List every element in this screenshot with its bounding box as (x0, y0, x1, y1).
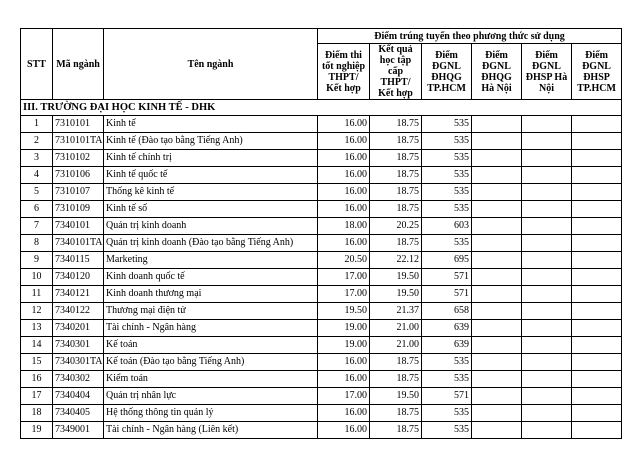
cell-dhsp-hanoi (522, 286, 572, 303)
cell-dgnl-hanoi (472, 167, 522, 184)
cell-dgnl-hcm: 571 (422, 286, 472, 303)
cell-thpt-score: 18.00 (318, 218, 370, 235)
cell-transcript-score: 19.50 (370, 286, 422, 303)
cell-dgnl-hanoi (472, 286, 522, 303)
cell-transcript-score: 21.00 (370, 320, 422, 337)
cell-dhsp-hanoi (522, 218, 572, 235)
header-dhsp-hcm (572, 44, 622, 100)
cell-stt: 10 (21, 269, 53, 286)
cell-dhsp-hanoi (522, 184, 572, 201)
cell-thpt-score: 16.00 (318, 116, 370, 133)
cell-dgnl-hanoi (472, 133, 522, 150)
table-row (21, 167, 622, 184)
cell-dgnl-hcm: 571 (422, 269, 472, 286)
cell-dgnl-hcm: 535 (422, 167, 472, 184)
table-row (21, 150, 622, 167)
cell-dhsp-hanoi (522, 252, 572, 269)
cell-major-name: Kiểm toán (104, 371, 318, 388)
cell-dgnl-hanoi (472, 337, 522, 354)
table-row (21, 286, 622, 303)
header-dhsp-hcm-prefix: Điểm (585, 49, 608, 61)
cell-transcript-score: 21.00 (370, 337, 422, 354)
cell-stt: 2 (21, 133, 53, 150)
cell-dhsp-hcm (572, 405, 622, 422)
cell-dgnl-hcm: 535 (422, 116, 472, 133)
cell-major-code: 7310102 (53, 150, 104, 167)
cell-dgnl-hanoi (472, 150, 522, 167)
cell-dgnl-hanoi (472, 235, 522, 252)
cell-major-code: 7340115 (53, 252, 104, 269)
cell-dhsp-hanoi (522, 235, 572, 252)
cell-dgnl-hanoi (472, 303, 522, 320)
cell-major-code: 7340121 (53, 286, 104, 303)
cell-dhsp-hcm (572, 320, 622, 337)
cell-major-code: 7340122 (53, 303, 104, 320)
header-dgnl-hcm (422, 44, 472, 100)
cell-stt: 14 (21, 337, 53, 354)
cell-major-code: 7340101 (53, 218, 104, 235)
table-row (21, 303, 622, 320)
header-stt: STT (21, 29, 53, 100)
cell-transcript-score: 21.37 (370, 303, 422, 320)
cell-thpt-score: 19.50 (318, 303, 370, 320)
cell-major-code: 7340301TA (53, 354, 104, 371)
cell-thpt-score: 17.00 (318, 388, 370, 405)
cell-transcript-score: 19.50 (370, 269, 422, 286)
cell-dgnl-hanoi (472, 184, 522, 201)
cell-dhsp-hcm (572, 388, 622, 405)
cell-stt: 17 (21, 388, 53, 405)
cell-major-code: 7340101TA (53, 235, 104, 252)
cell-dgnl-hanoi (472, 116, 522, 133)
header-transcript-score: Kết quả học tập cấp THPT/ Kết hợp (370, 44, 422, 100)
cell-transcript-score: 18.75 (370, 133, 422, 150)
cell-major-name: Kinh tế (Đào tạo bằng Tiếng Anh) (104, 133, 318, 150)
cell-major-name: Quản trị kinh doanh (Đào tạo bằng Tiếng Anh) (104, 235, 318, 252)
cell-dhsp-hanoi (522, 422, 572, 439)
cell-dgnl-hanoi (472, 371, 522, 388)
cell-dgnl-hcm: 639 (422, 320, 472, 337)
cell-dhsp-hcm (572, 150, 622, 167)
cell-dhsp-hcm (572, 371, 622, 388)
cell-dgnl-hcm: 658 (422, 303, 472, 320)
cell-major-name: Quản trị kinh doanh (104, 218, 318, 235)
header-major-name: Tên ngành (104, 29, 318, 100)
cell-transcript-score: 18.75 (370, 354, 422, 371)
cell-dgnl-hanoi (472, 320, 522, 337)
cell-dgnl-hcm: 535 (422, 184, 472, 201)
cell-major-name: Tài chính - Ngân hàng (Liên kết) (104, 422, 318, 439)
header-dhsp-hcm-label: ĐGNL ĐHSP TP.HCM (577, 60, 616, 94)
cell-thpt-score: 16.00 (318, 235, 370, 252)
cell-dgnl-hcm: 535 (422, 201, 472, 218)
admission-scores-table (20, 28, 622, 439)
cell-stt: 15 (21, 354, 53, 371)
header-dgnl-hcm-prefix: Điểm (435, 49, 458, 61)
cell-dhsp-hcm (572, 184, 622, 201)
cell-stt: 13 (21, 320, 53, 337)
cell-major-name: Kế toán (Đào tạo bằng Tiếng Anh) (104, 354, 318, 371)
cell-dhsp-hcm (572, 201, 622, 218)
cell-dgnl-hanoi (472, 252, 522, 269)
cell-stt: 16 (21, 371, 53, 388)
cell-dhsp-hanoi (522, 133, 572, 150)
cell-transcript-score: 18.75 (370, 405, 422, 422)
cell-dhsp-hcm (572, 286, 622, 303)
cell-major-name: Kinh tế số (104, 201, 318, 218)
table-row (21, 320, 622, 337)
cell-transcript-score: 22.12 (370, 252, 422, 269)
cell-thpt-score: 17.00 (318, 286, 370, 303)
cell-major-code: 7310101TA (53, 133, 104, 150)
cell-major-code: 7340120 (53, 269, 104, 286)
cell-stt: 6 (21, 201, 53, 218)
cell-dhsp-hcm (572, 337, 622, 354)
cell-dhsp-hanoi (522, 354, 572, 371)
table-row (21, 371, 622, 388)
cell-stt: 9 (21, 252, 53, 269)
table-row (21, 405, 622, 422)
cell-stt: 5 (21, 184, 53, 201)
cell-major-code: 7340201 (53, 320, 104, 337)
cell-stt: 12 (21, 303, 53, 320)
cell-thpt-score: 16.00 (318, 354, 370, 371)
cell-dgnl-hcm: 535 (422, 405, 472, 422)
cell-dgnl-hcm: 535 (422, 235, 472, 252)
cell-dhsp-hcm (572, 218, 622, 235)
cell-major-code: 7340301 (53, 337, 104, 354)
table-row (21, 133, 622, 150)
cell-transcript-score: 18.75 (370, 167, 422, 184)
cell-transcript-score: 19.50 (370, 388, 422, 405)
cell-thpt-score: 17.00 (318, 269, 370, 286)
cell-major-name: Marketing (104, 252, 318, 269)
cell-major-code: 7340404 (53, 388, 104, 405)
cell-thpt-score: 16.00 (318, 405, 370, 422)
cell-dgnl-hanoi (472, 422, 522, 439)
cell-thpt-score: 16.00 (318, 371, 370, 388)
cell-transcript-score: 18.75 (370, 201, 422, 218)
table-row (21, 354, 622, 371)
header-dgnl-hanoi-label: ĐGNL ĐHQG Hà Nội (481, 60, 512, 94)
table-row (21, 218, 622, 235)
cell-major-name: Kế toán (104, 337, 318, 354)
cell-dhsp-hanoi (522, 337, 572, 354)
cell-stt: 4 (21, 167, 53, 184)
cell-dhsp-hcm (572, 252, 622, 269)
cell-dgnl-hcm: 535 (422, 133, 472, 150)
cell-stt: 3 (21, 150, 53, 167)
header-dhsp-hanoi (522, 44, 572, 100)
header-score-methods: Điểm trúng tuyển theo phương thức sử dụng (318, 29, 622, 44)
admission-scores-document (20, 28, 621, 439)
cell-major-name: Kinh doanh quốc tế (104, 269, 318, 286)
cell-transcript-score: 20.25 (370, 218, 422, 235)
section-title: III. TRƯỜNG ĐẠI HỌC KINH TẾ - DHK (21, 100, 622, 116)
cell-major-code: 7349001 (53, 422, 104, 439)
cell-major-code: 7310109 (53, 201, 104, 218)
cell-dgnl-hcm: 535 (422, 150, 472, 167)
cell-stt: 18 (21, 405, 53, 422)
cell-transcript-score: 18.75 (370, 184, 422, 201)
cell-major-code: 7340405 (53, 405, 104, 422)
cell-dhsp-hanoi (522, 388, 572, 405)
cell-stt: 8 (21, 235, 53, 252)
cell-thpt-score: 16.00 (318, 167, 370, 184)
cell-dhsp-hanoi (522, 303, 572, 320)
header-dhsp-hanoi-prefix: Điểm (535, 49, 558, 61)
cell-thpt-score: 19.00 (318, 320, 370, 337)
header-dgnl-hcm-label: ĐGNL ĐHQG TP.HCM (427, 60, 466, 94)
cell-dhsp-hcm (572, 116, 622, 133)
cell-thpt-score: 16.00 (318, 184, 370, 201)
table-row (21, 235, 622, 252)
cell-dhsp-hanoi (522, 167, 572, 184)
cell-stt: 1 (21, 116, 53, 133)
cell-dhsp-hcm (572, 269, 622, 286)
cell-thpt-score: 16.00 (318, 422, 370, 439)
cell-dgnl-hanoi (472, 354, 522, 371)
cell-major-code: 7310101 (53, 116, 104, 133)
cell-thpt-score: 16.00 (318, 133, 370, 150)
cell-dhsp-hanoi (522, 371, 572, 388)
cell-dhsp-hcm (572, 422, 622, 439)
cell-dhsp-hanoi (522, 320, 572, 337)
cell-dhsp-hanoi (522, 201, 572, 218)
cell-major-name: Hệ thống thông tin quản lý (104, 405, 318, 422)
cell-dgnl-hcm: 695 (422, 252, 472, 269)
cell-dgnl-hcm: 535 (422, 371, 472, 388)
cell-transcript-score: 18.75 (370, 371, 422, 388)
cell-dgnl-hcm: 535 (422, 354, 472, 371)
cell-dhsp-hcm (572, 354, 622, 371)
cell-major-name: Tài chính - Ngân hàng (104, 320, 318, 337)
cell-stt: 11 (21, 286, 53, 303)
table-row (21, 252, 622, 269)
cell-dgnl-hanoi (472, 269, 522, 286)
table-row (21, 201, 622, 218)
cell-dgnl-hanoi (472, 388, 522, 405)
table-body (21, 116, 622, 439)
cell-major-code: 7340302 (53, 371, 104, 388)
cell-dhsp-hcm (572, 303, 622, 320)
cell-major-name: Kinh tế (104, 116, 318, 133)
cell-major-code: 7310106 (53, 167, 104, 184)
cell-transcript-score: 18.75 (370, 150, 422, 167)
cell-thpt-score: 19.00 (318, 337, 370, 354)
cell-major-name: Quản trị nhân lực (104, 388, 318, 405)
header-dhsp-hanoi-label: ĐGNL ĐHSP Hà Nội (525, 60, 568, 94)
table-row (21, 422, 622, 439)
cell-major-name: Thương mại điện tử (104, 303, 318, 320)
table-row (21, 116, 622, 133)
cell-transcript-score: 18.75 (370, 422, 422, 439)
cell-major-name: Kinh doanh thương mại (104, 286, 318, 303)
cell-stt: 7 (21, 218, 53, 235)
cell-thpt-score: 20.50 (318, 252, 370, 269)
table-row (21, 184, 622, 201)
cell-dhsp-hanoi (522, 150, 572, 167)
cell-dhsp-hcm (572, 235, 622, 252)
cell-major-name: Kinh tế quốc tế (104, 167, 318, 184)
cell-major-code: 7310107 (53, 184, 104, 201)
cell-dhsp-hanoi (522, 116, 572, 133)
cell-dgnl-hanoi (472, 405, 522, 422)
cell-transcript-score: 18.75 (370, 235, 422, 252)
cell-thpt-score: 16.00 (318, 150, 370, 167)
cell-major-name: Thống kê kinh tế (104, 184, 318, 201)
table-row (21, 269, 622, 286)
cell-dgnl-hanoi (472, 218, 522, 235)
cell-major-name: Kinh tế chính trị (104, 150, 318, 167)
table-row (21, 388, 622, 405)
table-row (21, 337, 622, 354)
header-dgnl-hanoi-prefix: Điểm (485, 49, 508, 61)
cell-dhsp-hanoi (522, 405, 572, 422)
cell-dgnl-hcm: 639 (422, 337, 472, 354)
header-thpt-score: Điểm thi tốt nghiệp THPT/ Kết hợp (318, 44, 370, 100)
header-dgnl-hanoi (472, 44, 522, 100)
cell-thpt-score: 16.00 (318, 201, 370, 218)
cell-dgnl-hcm: 603 (422, 218, 472, 235)
cell-dgnl-hanoi (472, 201, 522, 218)
cell-transcript-score: 18.75 (370, 116, 422, 133)
cell-stt: 19 (21, 422, 53, 439)
cell-dhsp-hcm (572, 133, 622, 150)
cell-dhsp-hanoi (522, 269, 572, 286)
cell-dgnl-hcm: 535 (422, 422, 472, 439)
cell-dgnl-hcm: 571 (422, 388, 472, 405)
cell-dhsp-hcm (572, 167, 622, 184)
header-major-code: Mã ngành (53, 29, 104, 100)
